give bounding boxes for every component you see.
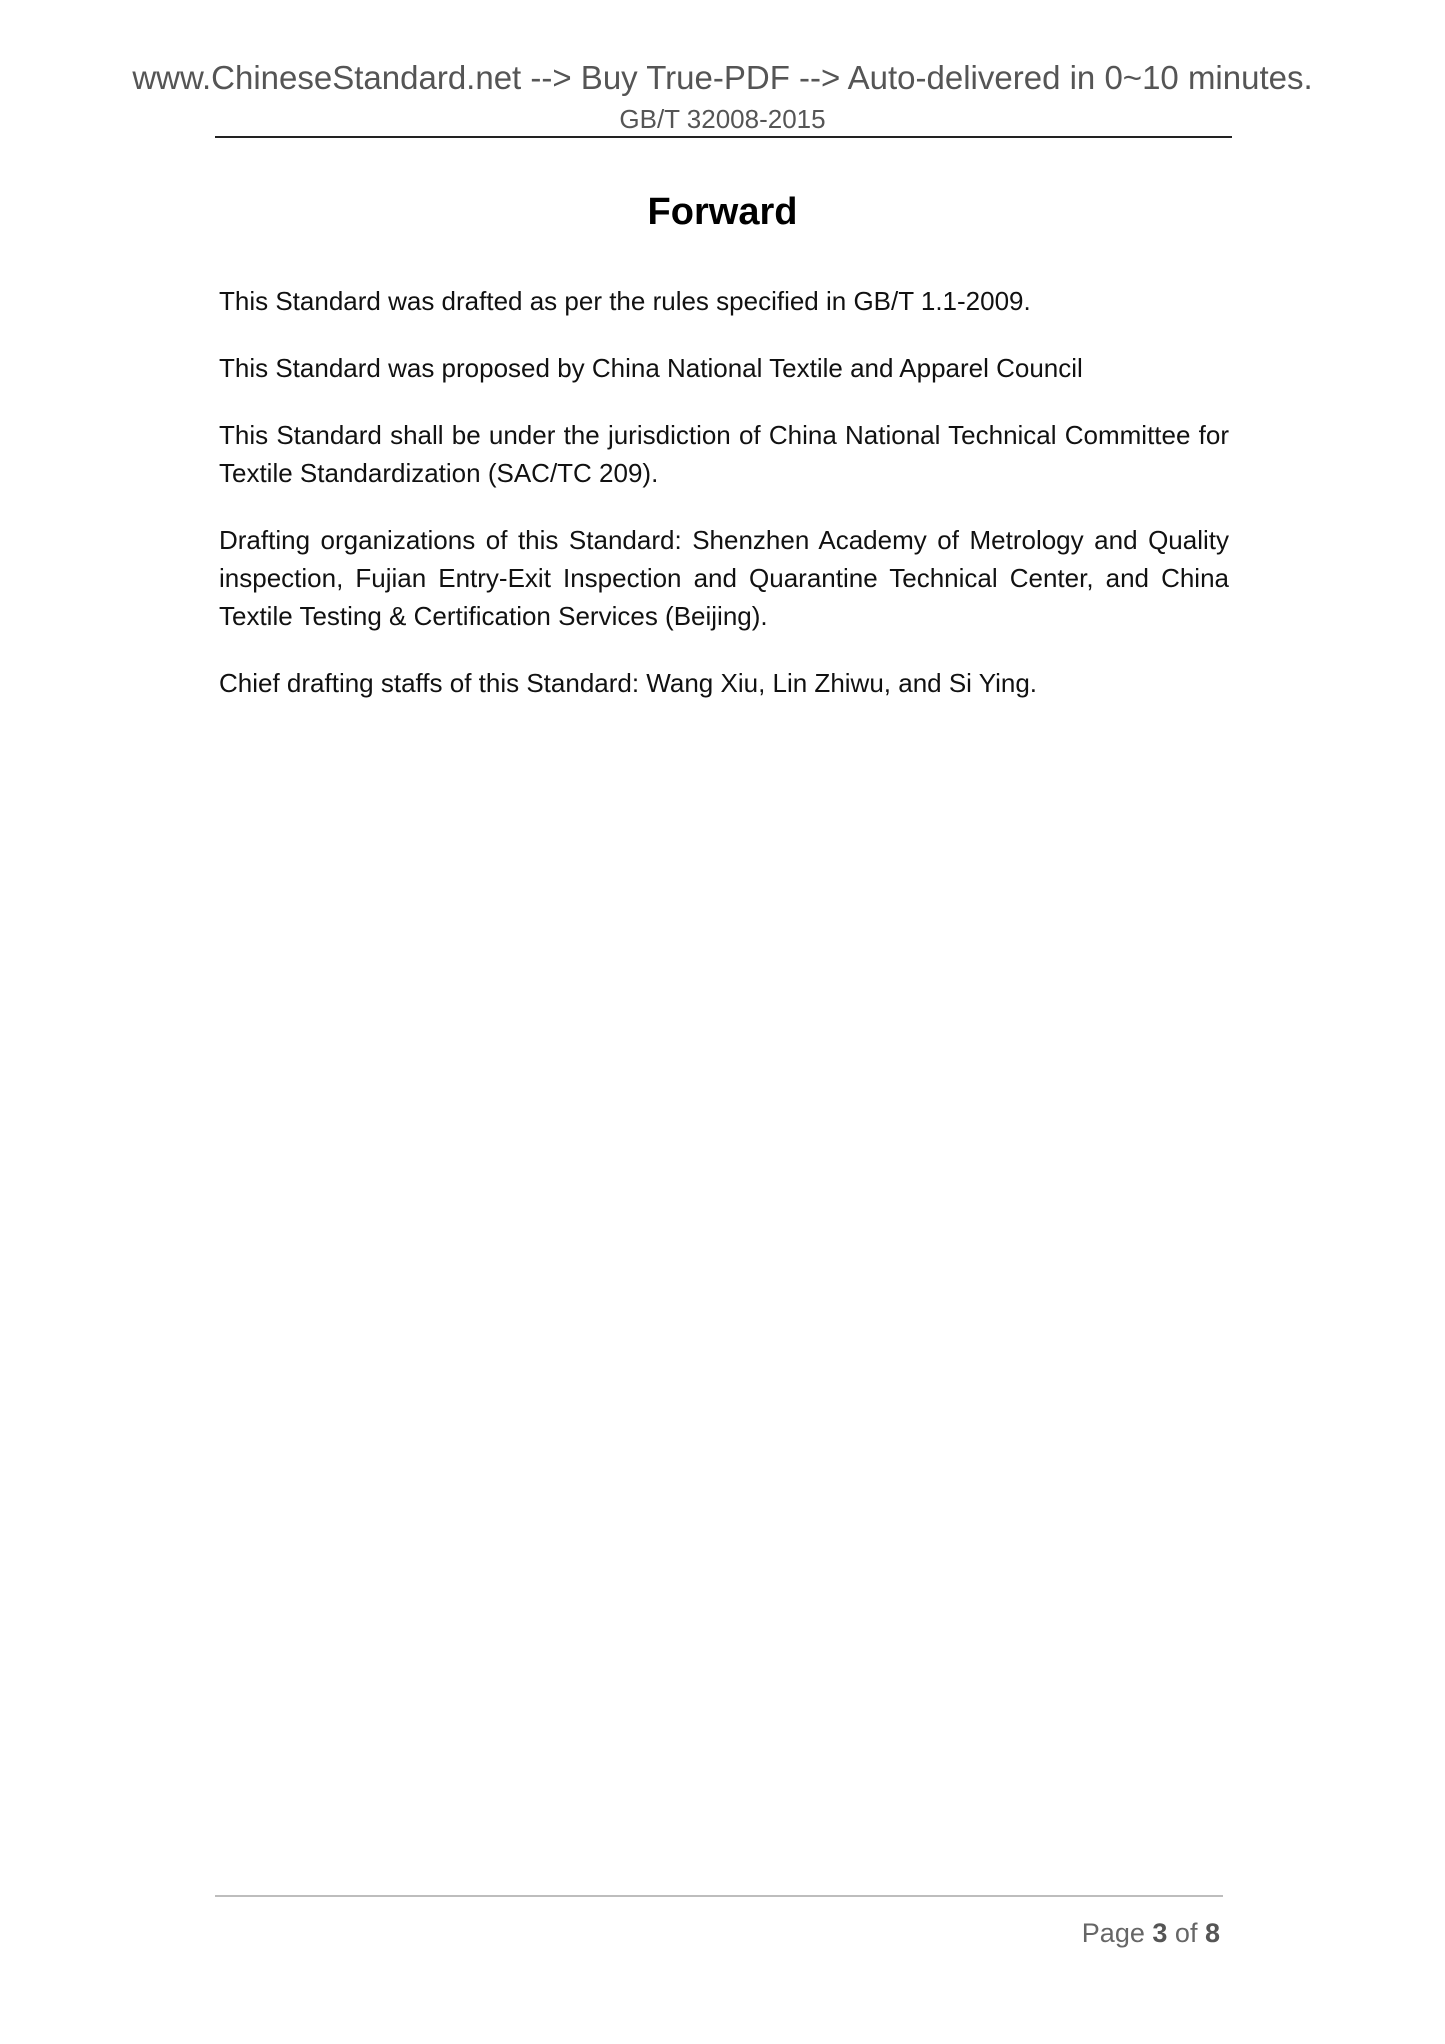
footer-divider <box>215 1895 1223 1897</box>
site-banner: www.ChineseStandard.net --> Buy True-PDF --> Auto-delivered in 0~10 minutes. <box>132 59 1313 96</box>
paragraph-drafting-staff: Chief drafting staffs of this Standard: Wang Xiu, Lin Zhiwu, and Si Ying. <box>219 668 1038 698</box>
current-page: 3 <box>1152 1918 1168 1948</box>
page-word: Page <box>1081 1918 1145 1948</box>
paragraph-drafting-organizations: Drafting organizations of this Standard: Shenzhen Academy of Metrology and Quality inspection, Fujian Entry-Exit Inspection and Quarantine Technical Center, and China Textile Testing & Certification Services (Beijing). <box>219 525 1229 631</box>
of-word: of <box>1174 1918 1198 1948</box>
total-pages: 8 <box>1204 1918 1220 1948</box>
paragraph-proposed-by: This Standard was proposed by China National Textile and Apparel Council <box>219 353 1083 383</box>
document-body <box>219 282 1229 731</box>
page-number <box>1082 1916 1220 1950</box>
page-title: Forward <box>647 191 798 233</box>
paragraph-drafting-rules: This Standard was drafted as per the rules specified in GB/T 1.1-2009. <box>219 286 1031 316</box>
paragraph-jurisdiction: This Standard shall be under the jurisdiction of China National Technical Committee for Textile Standardization (SAC/TC 209). <box>219 420 1229 488</box>
header-divider <box>215 136 1232 138</box>
standard-code: GB/T 32008-2015 <box>619 104 826 134</box>
